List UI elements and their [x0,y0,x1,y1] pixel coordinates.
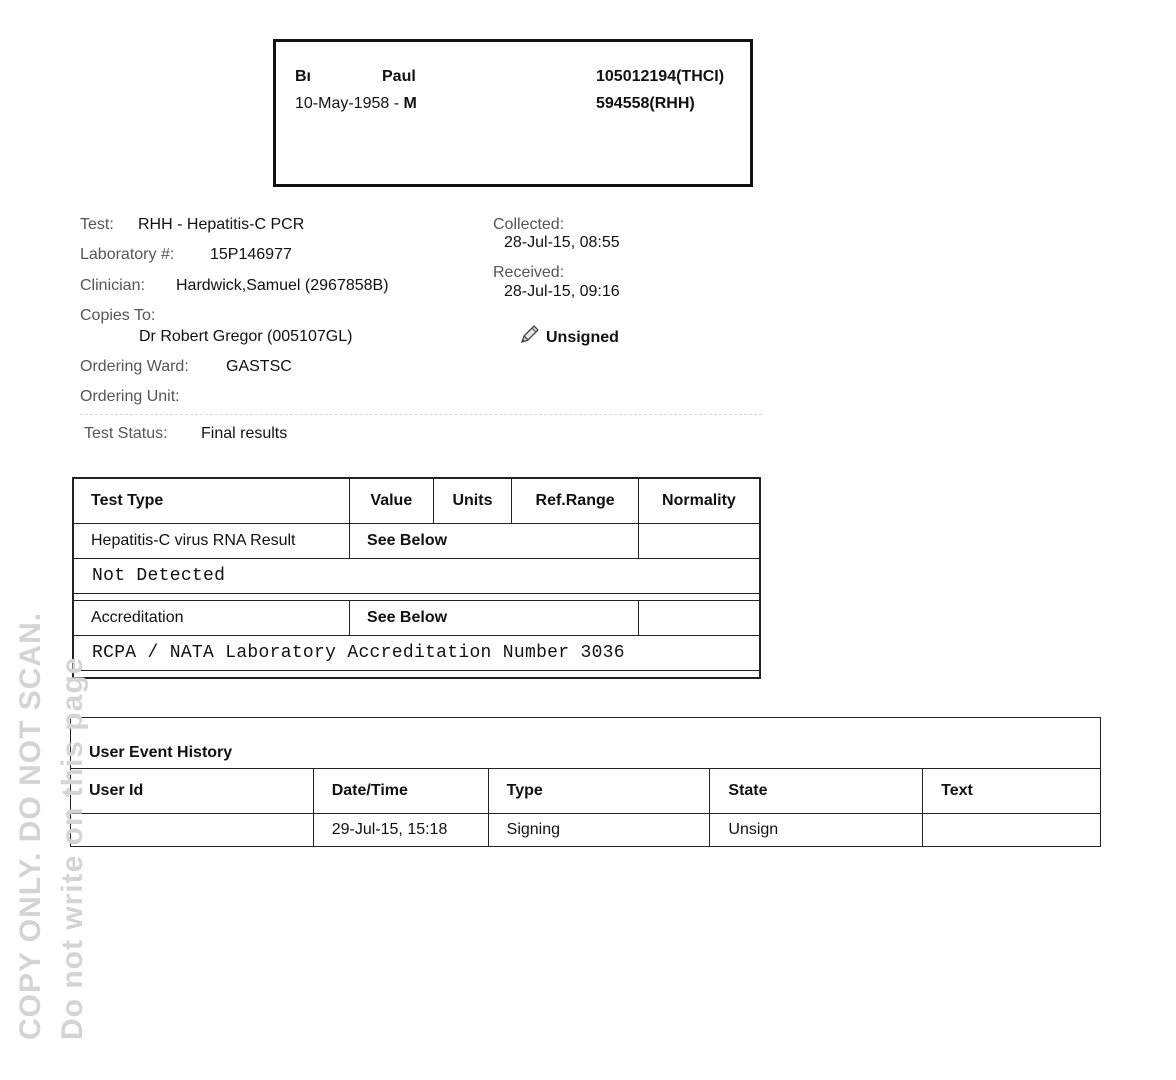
lab-number-label: Laboratory #: [80,246,175,263]
clinician-label: Clinician: [80,277,145,294]
ordering-ward-label: Ordering Ward: [80,358,189,375]
history-title-row [71,718,1101,769]
test-status-label: Test Status: [84,425,168,442]
results-header-row [73,478,760,524]
result-row [73,601,760,636]
patient-sex: M [403,95,417,112]
result-test-type: Hepatitis-C virus RNA Result [73,524,350,559]
patient-surname: Bı [295,68,311,85]
section-divider [80,414,762,415]
header-units: Units [433,478,512,524]
signature-status-text: Unsigned [546,329,619,346]
pencil-icon [519,323,541,350]
watermark-line-1: COPY ONLY. DO NOT SCAN. [14,611,47,1040]
header-type: Type [488,769,710,814]
header-text: Text [923,769,1101,814]
header-user-id: User Id [71,769,314,814]
watermark-line-2: Do not write on this page [56,656,89,1040]
history-user-id [71,814,314,847]
result-comment: RCPA / NATA Laboratory Accreditation Number 3036 [73,636,760,671]
results-table [72,477,761,679]
patient-id-rhh: 594558(RHH) [596,95,695,112]
result-spacer [73,671,760,679]
ordering-ward-value: GASTSC [226,358,292,375]
ordering-unit-label: Ordering Unit: [80,388,180,405]
header-normality: Normality [638,478,760,524]
header-value: Value [350,478,434,524]
signature-status [519,323,619,350]
history-header-row [71,769,1101,814]
copy-only-watermark [10,612,94,1040]
history-row [71,814,1101,847]
history-state: Unsign [710,814,923,847]
test-label: Test: [80,216,114,233]
user-event-history-table [70,717,1101,847]
lab-number-value: 15P146977 [210,246,292,263]
history-date-time: 29-Jul-15, 15:18 [313,814,488,847]
patient-given-name: Paul [382,68,416,85]
result-comment-row [73,559,760,594]
history-type: Signing [488,814,710,847]
header-test-type: Test Type [73,478,350,524]
result-value: See Below [350,524,639,559]
copies-to-value: Dr Robert Gregor (005107GL) [139,328,353,345]
copies-to-label: Copies To: [80,307,156,324]
header-ref-range: Ref.Range [512,478,639,524]
patient-dob-sex [295,95,417,113]
result-value: See Below [350,601,639,636]
collected-label: Collected: [493,216,565,233]
result-normality [638,524,760,559]
test-status-value: Final results [201,425,288,442]
patient-dob: 10-May-1958 - [295,95,404,112]
header-state: State [710,769,923,814]
test-value: RHH - Hepatitis-C PCR [138,216,305,233]
header-date-time: Date/Time [313,769,488,814]
clinician-value: Hardwick,Samuel (2967858B) [176,277,389,294]
result-comment: Not Detected [73,559,760,594]
result-test-type: Accreditation [73,601,350,636]
collected-value: 28-Jul-15, 08:55 [504,234,620,251]
history-title: User Event History [71,718,1101,769]
received-label: Received: [493,264,565,281]
result-normality [638,601,760,636]
result-row [73,524,760,559]
result-spacer [73,594,760,601]
patient-label-box [273,39,753,187]
result-comment-row [73,636,760,671]
received-value: 28-Jul-15, 09:16 [504,283,620,300]
patient-id-thci: 105012194(THCI) [596,68,725,85]
history-text [923,814,1101,847]
